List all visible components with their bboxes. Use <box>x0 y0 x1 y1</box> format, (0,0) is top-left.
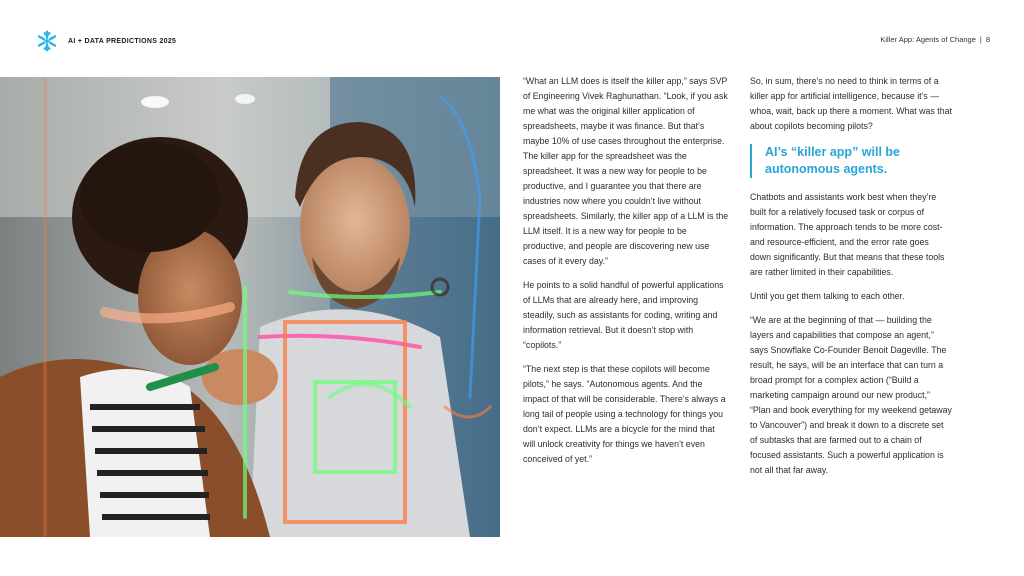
brand-title: AI + DATA PREDICTIONS 2025 <box>68 37 177 45</box>
paragraph-talking: Until you get them talking to each other. <box>750 291 905 301</box>
article-column-left <box>523 74 729 476</box>
paragraph-chatbots: Chatbots and assistants work best when they’re built for a relatively focused task or corpus of information. The approach tends to be more cost- and resource-efficient, and the error rate goes down significantly. But that means that these tools are rather limited in their capabilities. <box>750 192 945 277</box>
paragraph-copilots-pilots: “The next step is that these copilots will become pilots,” he says. “Autonomous agents. And the impact of that will be considerable. There’s always a long tail of people using a technology for things you don’t expect. LLMs are a bicycle for the mind that will unlock creativity for things we haven’t even conceived of yet.” <box>523 364 726 464</box>
section-title: Killer App: Agents of Change <box>880 35 976 44</box>
paragraph-quote-raghunathan: “What an LLM does is itself the killer app,” says SVP of Engineering Vivek Raghunathan. “Look, if you ask me what was the original killer application of spreadsheets, maybe it was finance. But that’s maybe 10% of use cases throughout the enterprise. The killer app for the spreadsheet was the spreadsheet. It was a new way for people to be productive, and I guarantee you that there are industries now where you couldn’t live without spreadsheets. Similarly, the killer app of a LLM is the LLM itself. It is a new way for people to be productive, and people are discovering new use cases of it every day.” <box>523 76 729 266</box>
pull-quote: AI’s “killer app” will be autonomous agents. <box>750 144 952 178</box>
paragraph-intro: So, in sum, there’s no need to think in terms of a killer app for artificial intelligence, because it’s — whoa, wait, back up there a moment. What was that about copilots becoming pilots? <box>750 76 952 131</box>
article-column-right <box>750 74 952 487</box>
paragraph-quote-dageville: “We are at the beginning of that — building the layers and capabilities that compose an agent,” says Snowflake Co-Founder Benoit Dageville. The result, he says, will be an interface that can turn a broad prompt for a complex action (“Build a marketing campaign around our new product,” “Plan and book everything for my weekend getaway to Vancouver”) and break it down to a discrete set of subtasks that are farmed out to a chain of focused assistants. Such a powerful application is not all that far away. <box>750 315 952 475</box>
page-number: 8 <box>985 35 990 44</box>
paragraph-applications: He points to a solid handful of powerful applications of LLMs that are already here, and improving steadily, such as assistants for coding, writing and information retrieval. But it doesn’t stop with “copilots.” <box>523 280 724 350</box>
header-separator: | <box>979 35 982 44</box>
brainstorm-photo <box>0 77 500 537</box>
header-brand <box>36 30 176 52</box>
section-header <box>880 35 990 44</box>
snowflake-logo-icon <box>36 30 58 52</box>
